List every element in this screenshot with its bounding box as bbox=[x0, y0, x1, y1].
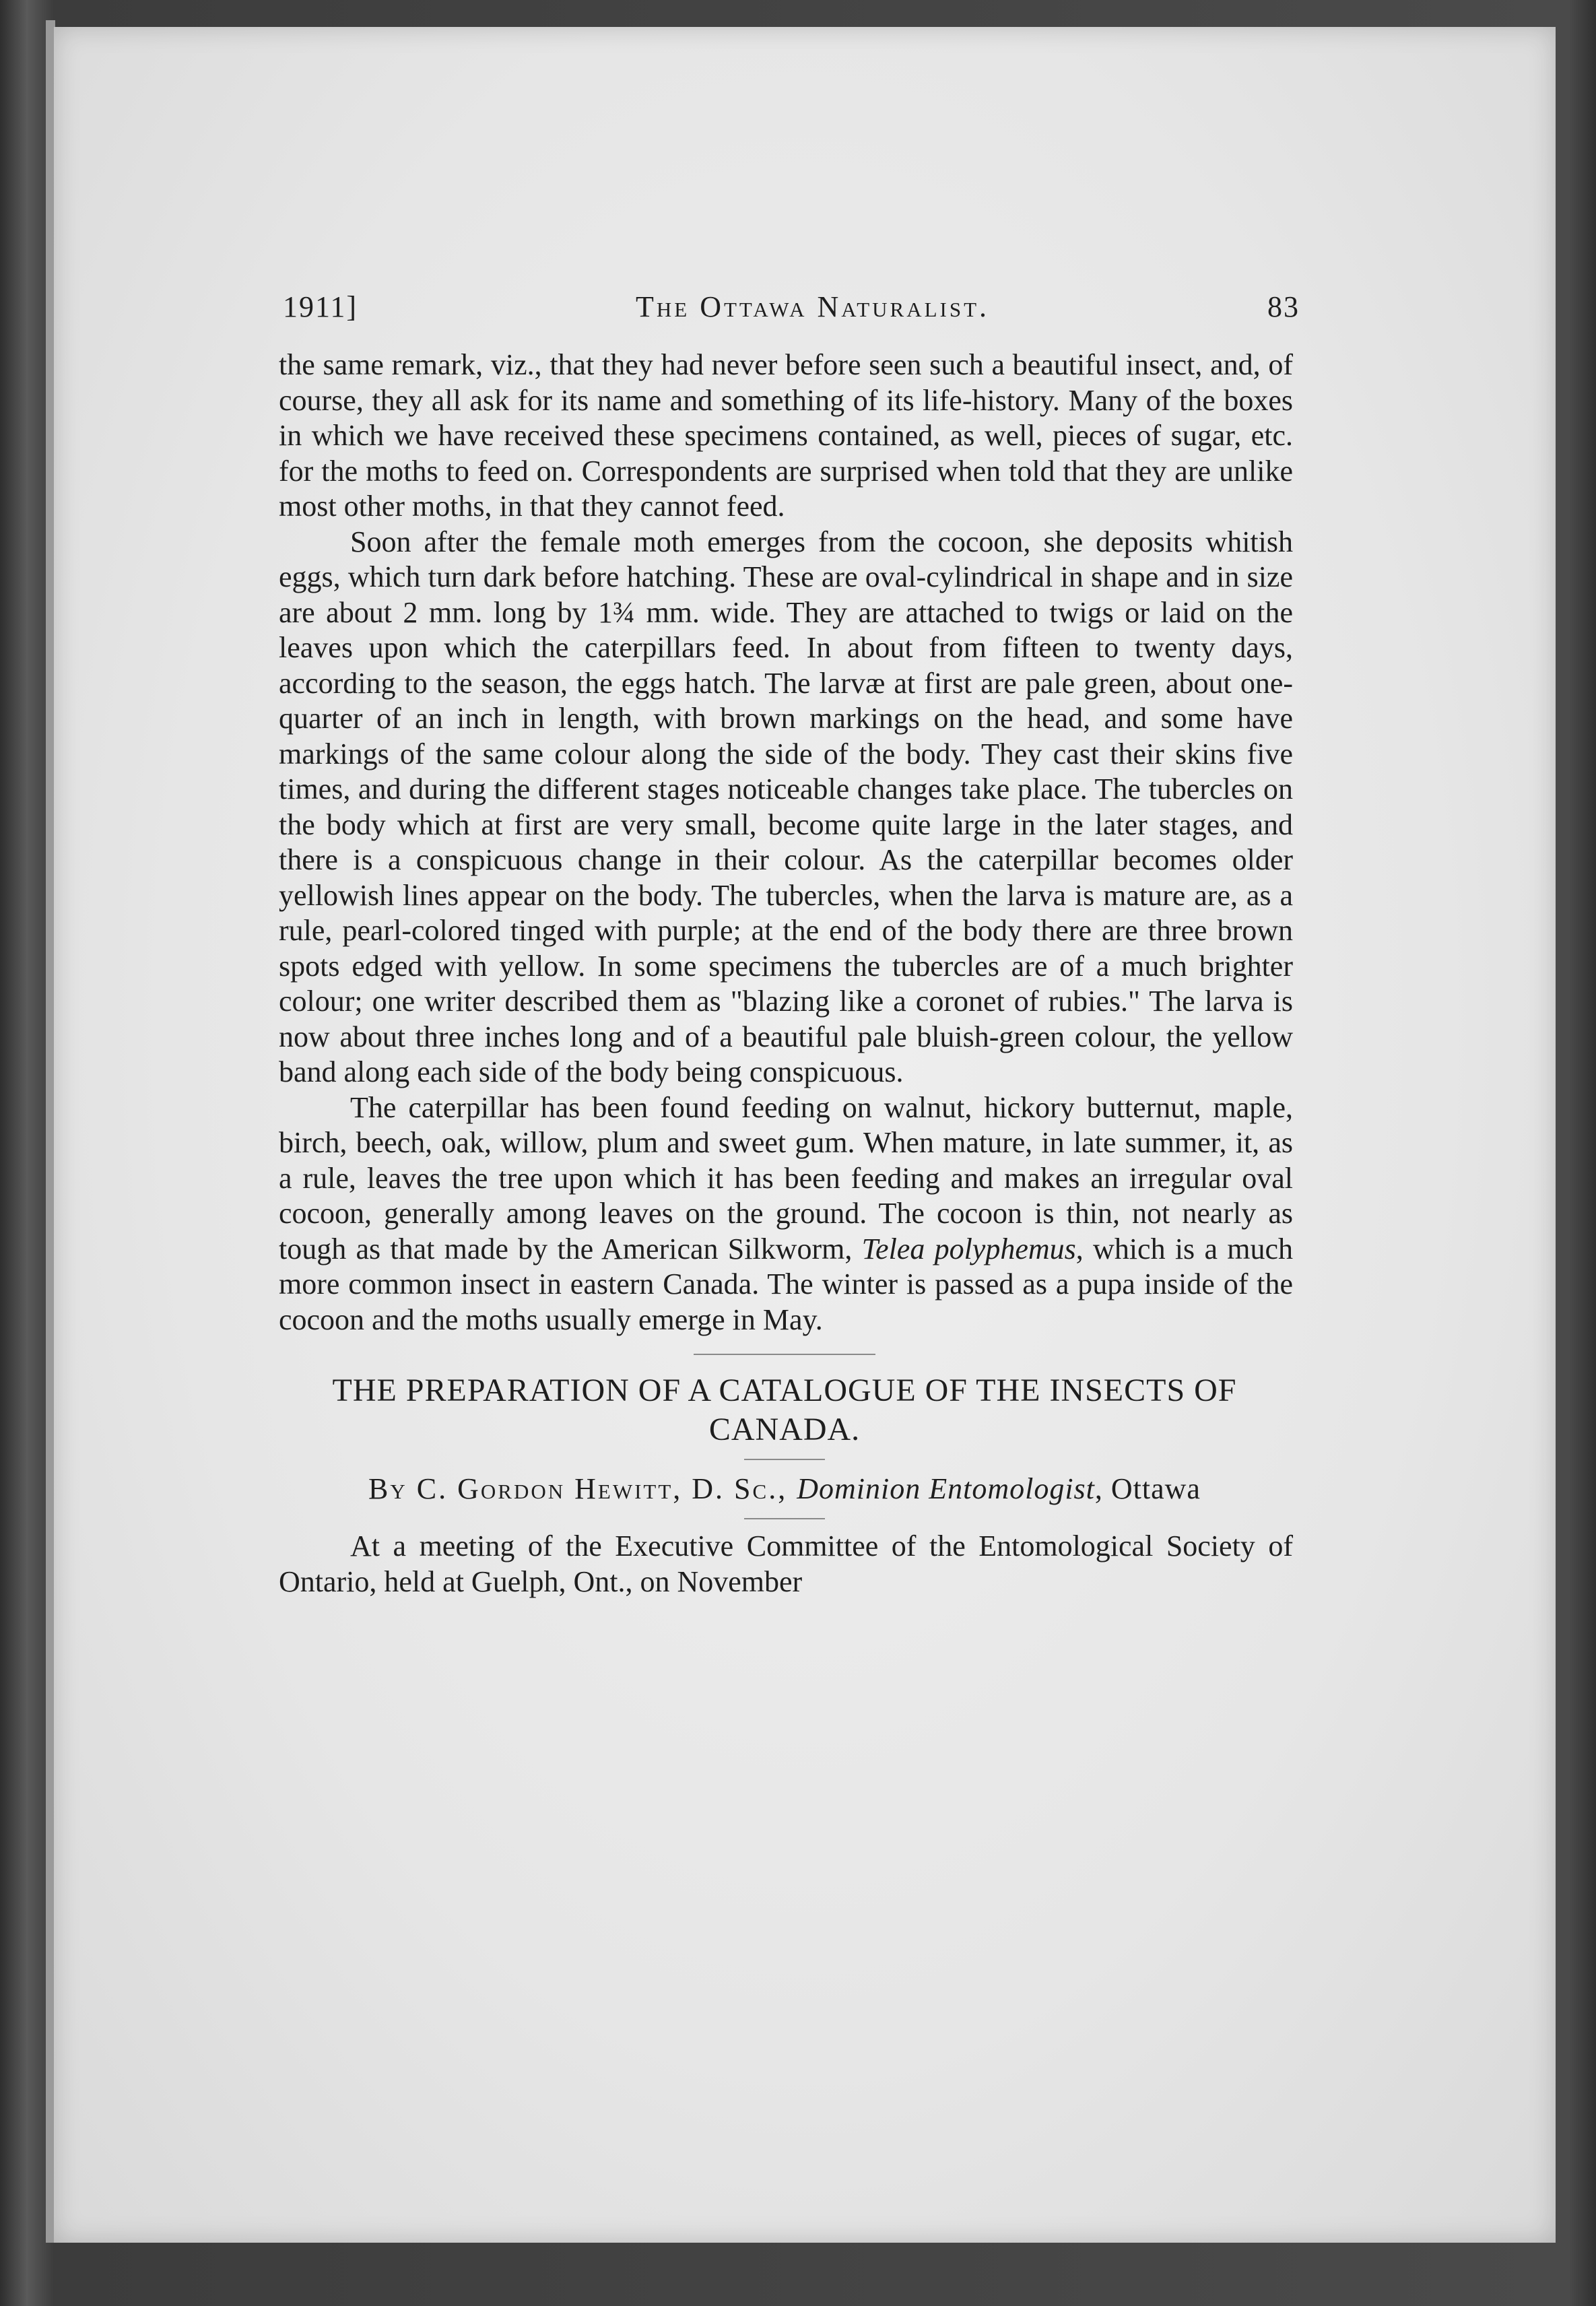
header-journal: The Ottawa Naturalist. bbox=[636, 290, 990, 323]
header-page-number: 83 bbox=[1267, 290, 1300, 323]
page-content bbox=[269, 290, 1300, 1600]
paragraph-continued: the same remark, viz., that they had never before seen such a beautiful insect, and, of course, they all ask for its name and something of its life-history. Many of the boxes in which we have received these specimens contained, as well, pieces of sugar, etc. for the moths to feed on. Correspondents are surprised when told that they are unlike most other moths, in that they cannot feed. bbox=[279, 348, 1293, 523]
byline-rule bbox=[744, 1518, 825, 1519]
paragraph-food-text-2: , which is a much more common insect in eastern Canada. The winter is passed as a pupa inside of the cocoon and the moths usually emerge in May. bbox=[279, 1232, 1293, 1336]
article-byline bbox=[269, 1470, 1300, 1509]
header-year: 1911] bbox=[283, 290, 358, 323]
byline-role: Dominion Entomologist bbox=[797, 1472, 1095, 1505]
article-opening-paragraph: At a meeting of the Executive Committee of the Entomological Society of Ontario, held at Guelph, Ont., on November bbox=[279, 1529, 1293, 1598]
article-title: THE PREPARATION OF A CATALOGUE OF THE INSECTS OF CANADA. bbox=[332, 1373, 1237, 1447]
paragraph-eggs-larvae: Soon after the female moth emerges from the cocoon, she deposits whitish eggs, which turn dark before hatching. These are oval-cylindrical in shape and in size are about 2 mm. long by 1¾ mm. wide. They are attached to twigs or laid on the leaves upon which the caterpillars feed. In about from fifteen to twenty days, according to the season, the eggs hatch. The larvæ at first are pale green, about one-quarter of an inch in length, with brown markings on the head, and some have markings of the same colour along the side of the body. They cast their skins five times, and during the different stages noticeable changes take place. The tubercles on the body which at first are very small, become quite large in the later stages, and there is a conspicuous change in their colour. As the caterpillar becomes older yellowish lines appear on the body. The tubercles, when the larva is mature are, as a rule, pearl-colored tinged with purple; at the end of the body there are three brown spots edged with yellow. In some specimens the tubercles are of a much brighter colour; one writer described them as "blazing like a coronet of rubies." The larva is now about three inches long and of a beautiful pale bluish-green colour, the yellow band along each side of the body being conspicuous. bbox=[279, 525, 1293, 1088]
paragraph-food-text-1: The caterpillar has been found feeding on walnut, hickory butternut, maple, birch, beech, oak, willow, plum and sweet gum. When mature, in late summer, it, as a rule, leaves the tree upon which it has been feeding and makes an irregular oval cocoon, generally among leaves on the ground. The cocoon is thin, not nearly as tough as that made by the American Silkworm, bbox=[279, 1090, 1293, 1265]
paragraph-food-cocoon bbox=[269, 1090, 1300, 1338]
byline-author: By C. Gordon Hewitt, D. Sc., bbox=[368, 1472, 797, 1505]
running-head bbox=[283, 290, 1300, 343]
species-name: Telea polyphemus bbox=[861, 1232, 1076, 1265]
title-rule bbox=[744, 1459, 825, 1460]
byline-location: , Ottawa bbox=[1094, 1472, 1201, 1505]
section-divider bbox=[694, 1354, 875, 1355]
